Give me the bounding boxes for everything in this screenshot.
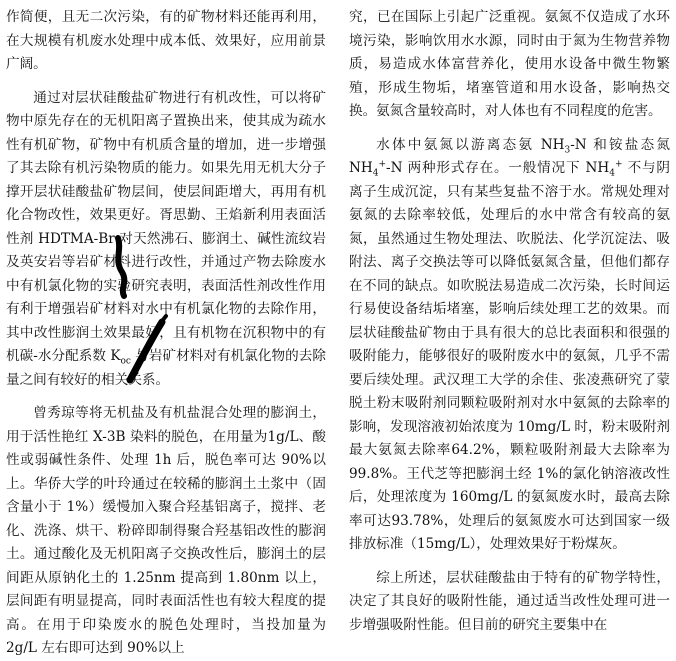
right-paragraph-2-part-a: 水体中氨氮以游离态氨 NH: [376, 136, 565, 153]
right-paragraph-2-part-b: -N 和铵盐态氮 NH: [349, 136, 670, 176]
nh3-subscript: 3: [564, 145, 571, 156]
left-paragraph-3: 曾秀琼等将无机盐及有机盐混合处理的膨润土，用于活性艳红 X-3B 染料的脱色，在用量为1g/L、酸性或弱碱性条件、处理 1h 后，脱色率可达 90%以上。华侨大学的叶玲通过在较稀的膨润土土浆中（固含量小于 1%）缓慢加入聚合羟基铝离子，搅拌、老化、洗涤、烘干、粉碎即制得聚合羟基铝改性的膨润土。通过酸化及无机阳离子交换改性后，膨润土的层间距从原钠化土的 1.25nm 提高到 1.80nm 以上，层间距有明显提高，同时表面活性也有较大程度的提高。在用于印染废水的脱色处理时，当投加量为 2g/L 左右即可达到 90%以上: [6, 405, 326, 656]
right-column: [349, 6, 670, 637]
nh4-subscript-2: 4: [609, 168, 615, 179]
nh4-subscript: 4: [372, 168, 379, 179]
right-paragraph-3: 综上所述，层状硅酸盐由于特有的矿物学特性，决定了其良好的吸附性能，通过适当改性处理可进一步增强吸附性能。但目前的研究主要集中在: [349, 569, 670, 633]
right-paragraph-2: [349, 134, 670, 557]
left-paragraph-2: [6, 87, 326, 393]
left-paragraph-2-tail: 与岩矿材料对有机氯化物的去除量之间有较好的相关关系。: [6, 348, 326, 388]
right-paragraph-1: 究，已在国际上引起广泛重视。氨氮不仅造成了水环境污染，影响饮用水水源，同时由于氮为生物营养物质，易造成水体富营养化，使用水设备中微生物繁殖，形成生物垢，堵塞管道和用水设备，影响热交换。氨氮含量较高时，对人体也有不同程度的危害。: [349, 9, 670, 119]
left-paragraph-1: 作简便，且无二次污染，有的矿物材料还能再利用，在大规模有机废水处理中成本低、效果好，应用前景广阔。: [6, 9, 326, 72]
right-paragraph-2-part-c: -N 两种形式存在。一般情况下 NH: [386, 160, 610, 176]
left-column: [6, 6, 326, 661]
nh4-superscript-2: +: [614, 159, 623, 170]
right-paragraph-2-part-d: 不与阴离子生成沉淀，只有某些复盐不溶于水。常规处理对氨氮的去除率较低，处理后的水中常含有较高的氨氮，虽然通过生物处理法、吹脱法、化学沉淀法、吸附法、离子交换法等可以降低氨氮含量，但他们都存在不同的缺点。如吹脱法易造成二次污染，长时间运行易使设备结垢堵塞，影响后续处理工艺的效果。而层状硅酸盐矿物由于具有很大的总比表面积和很强的吸附能力，能够很好的吸附废水中的氨氮，几乎不需要后续处理。武汉理工大学的余佳、张凌燕研究了蒙脱土粉末吸附剂同颗粒吸附剂对水中氨氮的去除率的影响，发现溶液初始浓度为 10mg/L 时，粉末吸附剂最大氨氮去除率64.2%，颗粒吸附剂最大去除率为 99.8%。王代芝等把膨润土经 1%的氯化钠溶液改性后，处理浓度为 160mg/L 的氨氮废水时，最高去除率可达93.78%，处理后的氨氮废水可达到国家一级排放标准（15mg/L），处理效果好于粉煤灰。: [349, 160, 670, 552]
koc-subscript: oc: [120, 356, 131, 367]
nh4-superscript: +: [378, 159, 387, 170]
left-paragraph-2-text: 通过对层状硅酸盐矿物进行有机改性，可以将矿物中原先存在的无机阳离子置换出来，使其成为疏水性有机矿物，矿物中有机质含量的增加，进一步增强了其去除有机污染物质的能力。如果先用无机大分子撑开层状硅酸盐矿物层间，使层间距增大，再用有机化合物改性，效果更好。胥思勤、王焰新利用表面活性剂 HDTMA-Br 对天然沸石、膨润土、碱性流纹岩及英安岩等岩矿材料进行改性，并通过产物去除废水中有机氯化物的实验研究表明，表面活性剂改性作用有利于增强岩矿材料对水中有机氯化物的去除作用，其中改性膨润土效果最好，且有机物在沉积物中的有机碳-水分配系数 K: [6, 89, 326, 364]
